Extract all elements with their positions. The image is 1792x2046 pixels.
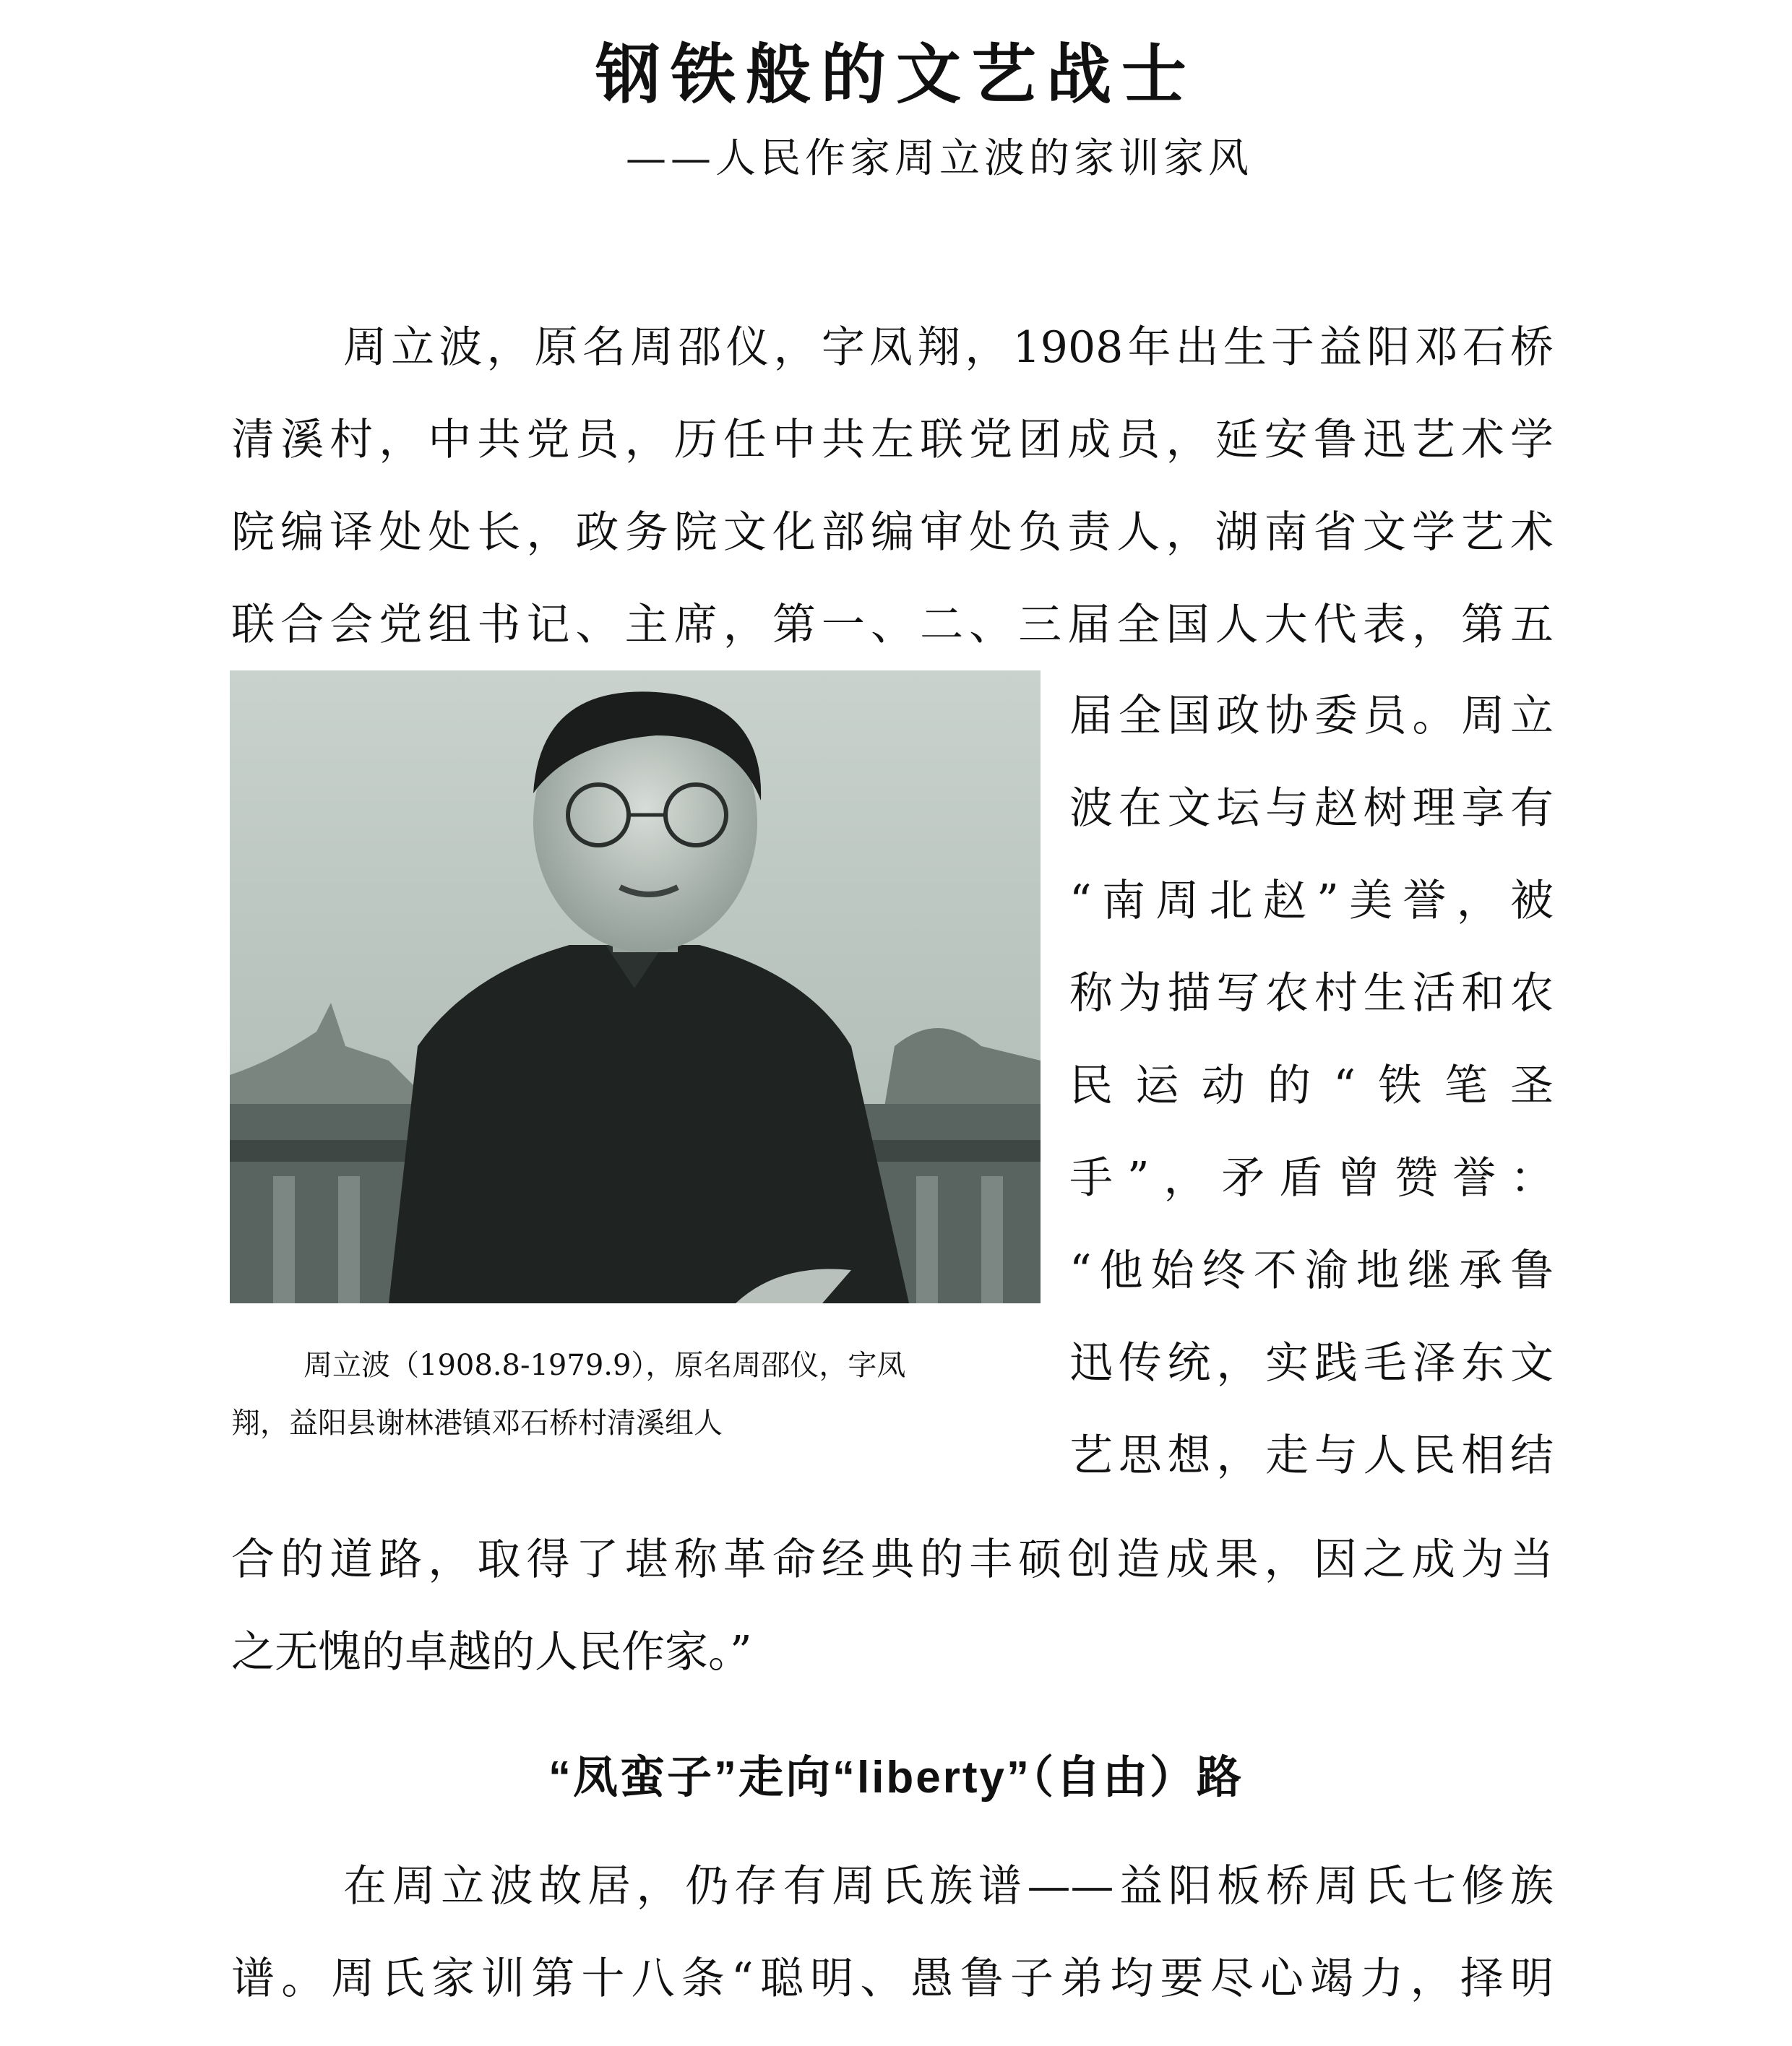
paragraph-line: 院编译处处长，政务院文化部编审处负责人，湖南省文学艺术 xyxy=(231,507,1554,558)
paragraph-line: 波在文坛与赵树理享有 xyxy=(1069,783,1554,834)
paragraph-line: “南周北赵”美誉，被 xyxy=(1069,876,1554,926)
paragraph-line: 谱。周氏家训第十八条“聪明、愚鲁子弟均要尽心竭力，择明 xyxy=(231,1954,1554,2004)
photo-caption-line: 翔，益阳县谢林港镇邓石桥村清溪组人 xyxy=(231,1407,723,1440)
paragraph-line: “他始终不渝地继承鲁 xyxy=(1069,1246,1554,1296)
paragraph-line: 迅传统，实践毛泽东文 xyxy=(1069,1338,1554,1389)
paragraph-line: 清溪村，中共党员，历任中共左联党团成员，延安鲁迅艺术学 xyxy=(231,415,1554,465)
paragraph-line: 艺思想，走与人民相结 xyxy=(1069,1430,1554,1481)
paragraph-line: 周立波，原名周邵仪，字凤翔，1908年出生于益阳邓石桥 xyxy=(343,322,1554,373)
photo-caption-line: 周立波（1908.8-1979.9），原名周邵仪，字凤 xyxy=(303,1349,906,1382)
article-title: 钢铁般的文艺战士 xyxy=(595,36,1197,113)
paragraph-line: 称为描写农村生活和农 xyxy=(1069,968,1554,1019)
portrait-photo xyxy=(230,670,1041,1303)
article-subtitle: ——人民作家周立波的家训家风 xyxy=(626,135,1253,182)
paragraph-line: 在周立波故居，仍存有周氏族谱——益阳板桥周氏七修族 xyxy=(343,1861,1554,1912)
paragraph-line: 合的道路，取得了堪称革命经典的丰硕创造成果，因之成为当 xyxy=(231,1534,1554,1585)
paragraph-line: 民运动的“铁笔圣 xyxy=(1069,1061,1554,1111)
section-heading: “凤蛮子”走向“liberty”（自由）路 xyxy=(548,1753,1244,1803)
paragraph-line: 联合会党组书记、主席，第一、二、三届全国人大代表，第五 xyxy=(231,600,1554,650)
paragraph-line: 届全国政协委员。周立 xyxy=(1069,691,1554,741)
paragraph-line: 之无愧的卓越的人民作家。” xyxy=(231,1627,752,1678)
paragraph-line: 手”，矛盾曾赞誉： xyxy=(1069,1153,1554,1204)
